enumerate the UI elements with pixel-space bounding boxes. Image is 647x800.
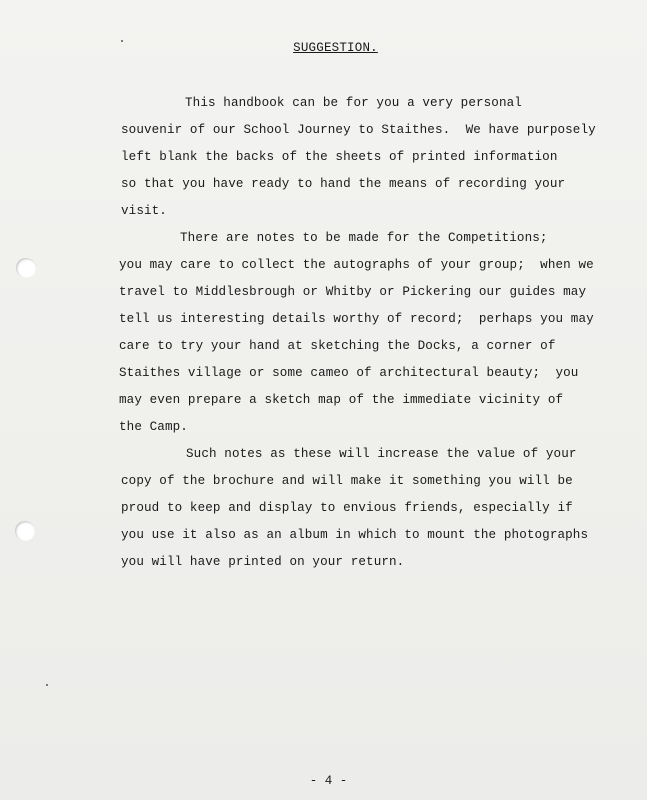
paragraph-2-line-4: tell us interesting details worthy of record; perhaps you may: [119, 312, 594, 326]
paragraph-3-line-1: Such notes as these will increase the value of your: [186, 447, 577, 461]
paragraph-2-line-1: There are notes to be made for the Competitions;: [180, 231, 548, 245]
paragraph-3-line-2: copy of the brochure and will make it something you will be: [121, 474, 573, 488]
paragraph-1-line-2: souvenir of our School Journey to Staithes. We have purposely: [121, 123, 596, 137]
paragraph-2-line-3: travel to Middlesbrough or Whitby or Pickering our guides may: [119, 285, 587, 299]
paragraph-1-line-3: left blank the backs of the sheets of printed information: [121, 150, 558, 164]
paragraph-2-line-2: you may care to collect the autographs of your group; when we: [119, 258, 594, 272]
paragraph-1-line-4: so that you have ready to hand the means of recording your: [121, 177, 566, 191]
paragraph-2-line-7: may even prepare a sketch map of the immediate vicinity of: [119, 393, 564, 407]
paragraph-2-line-5: care to try your hand at sketching the Docks, a corner of: [119, 339, 556, 353]
punch-hole-bottom: [15, 521, 35, 541]
punch-hole-top: [16, 258, 36, 278]
paragraph-1-line-5: visit.: [121, 204, 167, 218]
paragraph-3-line-5: you will have printed on your return.: [121, 555, 405, 569]
document-title: SUGGESTION.: [293, 41, 378, 55]
paragraph-2-line-8: the Camp.: [119, 420, 188, 434]
paper-speck: [46, 684, 48, 686]
paragraph-2-line-6: Staithes village or some cameo of architectural beauty; you: [119, 366, 579, 380]
paragraph-3-line-4: you use it also as an album in which to mount the photographs: [121, 528, 589, 542]
page-number: - 4 -: [309, 774, 348, 788]
paragraph-1-line-1: This handbook can be for you a very personal: [185, 96, 522, 110]
paragraph-3-line-3: proud to keep and display to envious friends, especially if: [121, 501, 573, 515]
